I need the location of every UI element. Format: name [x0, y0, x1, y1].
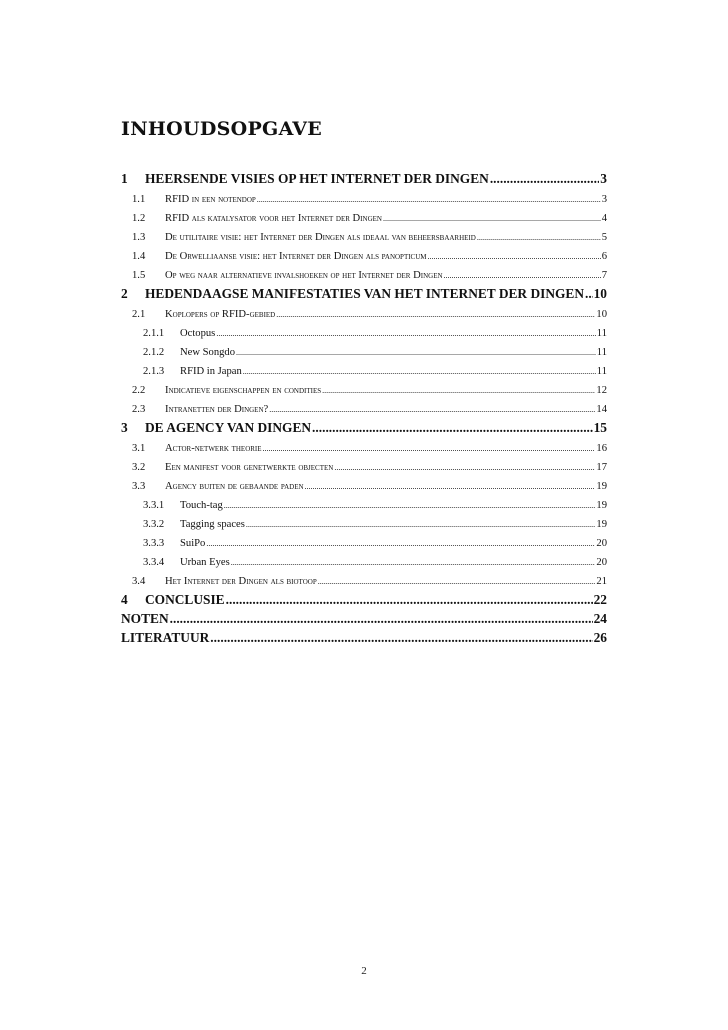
- toc-entry-title: HEERSENDE VISIES OP HET INTERNET DER DINGEN: [145, 171, 489, 186]
- dot-leader: [334, 463, 595, 472]
- dot-leader: [428, 252, 601, 261]
- toc-entry-page: 19: [596, 500, 607, 511]
- dot-leader: [243, 367, 596, 376]
- toc-entry-title: SuiPo: [180, 538, 206, 549]
- toc-entry-page: 10: [593, 286, 607, 301]
- dot-leader: [269, 405, 595, 414]
- toc-entry-number: 2.3: [132, 404, 146, 415]
- toc-entry[interactable]: [121, 630, 607, 646]
- toc-entry-number: 2.1: [132, 309, 146, 320]
- toc-entry-page: 15: [593, 420, 607, 435]
- toc-entry-number: 3.3.1: [143, 500, 165, 511]
- toc-entry-title: Het Internet der Dingen als biotoop: [165, 576, 317, 587]
- toc-entry-number: 4: [121, 592, 128, 607]
- dot-leader: [170, 611, 593, 627]
- toc-entry-number: 3.3.3: [143, 538, 165, 549]
- toc-entry-number: 1.4: [132, 251, 146, 262]
- toc-entry-page: 4: [601, 213, 607, 224]
- toc-entry-page: 20: [596, 557, 607, 568]
- toc-entry-number: 1.3: [132, 232, 146, 243]
- toc-entry[interactable]: [132, 232, 607, 243]
- toc-entry-page: 3: [601, 194, 607, 205]
- toc-entry-page: 11: [596, 366, 607, 377]
- toc-entry[interactable]: [132, 213, 607, 224]
- dot-leader: [322, 386, 595, 395]
- toc-entry-title: Octopus: [180, 328, 216, 339]
- dot-leader: [477, 233, 601, 242]
- dot-leader: [226, 592, 593, 608]
- toc-entry-page: 11: [596, 347, 607, 358]
- toc-entry-number: 3.1: [132, 443, 146, 454]
- toc-entry[interactable]: [143, 347, 607, 358]
- toc-entry-page: 17: [596, 462, 607, 473]
- toc-entry-number: 3.3.4: [143, 557, 165, 568]
- toc-entry-title: CONCLUSIE: [145, 592, 225, 607]
- toc-entry-title: Actor-netwerk theorie: [165, 443, 262, 454]
- toc-entry[interactable]: [121, 286, 607, 302]
- toc-entry-title: DE AGENCY VAN DINGEN: [145, 420, 312, 435]
- toc-entry-number: 1.1: [132, 194, 146, 205]
- toc-entry[interactable]: [132, 443, 607, 454]
- toc-entry-page: 20: [596, 538, 607, 549]
- toc-entry[interactable]: [132, 194, 607, 205]
- dot-leader: [206, 539, 595, 548]
- toc-entry-title: Een manifest voor genetwerkte objecten: [165, 462, 334, 473]
- toc-entry-page: 21: [596, 576, 607, 587]
- dot-leader: [236, 348, 596, 357]
- toc-entry-number: 2.1.3: [143, 366, 165, 377]
- toc-entry-page: 10: [596, 309, 607, 320]
- dot-leader: [312, 420, 593, 436]
- toc-entry[interactable]: [121, 611, 607, 627]
- toc-entry-page: 5: [601, 232, 607, 243]
- toc-entry[interactable]: [143, 519, 607, 530]
- toc-entry-page: 6: [601, 251, 607, 262]
- dot-leader: [305, 482, 596, 491]
- toc-entry-page: 7: [601, 270, 607, 281]
- toc-entry[interactable]: [143, 538, 607, 549]
- toc-entry[interactable]: [143, 500, 607, 511]
- toc-entry[interactable]: [132, 385, 607, 396]
- toc-entry-number: 3.3.2: [143, 519, 165, 530]
- toc-entry-page: 19: [596, 481, 607, 492]
- toc-entry-page: 14: [596, 404, 607, 415]
- toc-entry[interactable]: [132, 576, 607, 587]
- dot-leader: [585, 286, 593, 302]
- dot-leader: [263, 444, 596, 453]
- dot-leader: [276, 310, 595, 319]
- toc-entry-number: 3.3: [132, 481, 146, 492]
- page-number: 2: [361, 965, 367, 977]
- dot-leader: [257, 195, 601, 204]
- dot-leader: [210, 630, 592, 646]
- toc-entry-title: Tagging spaces: [180, 519, 245, 530]
- toc-entry-page: 26: [593, 630, 607, 645]
- toc-entry-title: Intranetten der Dingen?: [165, 404, 269, 415]
- toc-entry-title: Op weg naar alternatieve invalshoeken op het Internet der Dingen: [165, 270, 443, 281]
- toc-entry-title: Agency buiten de gebaande paden: [165, 481, 304, 492]
- toc-entry[interactable]: [143, 366, 607, 377]
- toc-entry-number: 2.2: [132, 385, 146, 396]
- toc-entry[interactable]: [132, 404, 607, 415]
- toc-entry-number: 1: [121, 171, 128, 186]
- toc-entry[interactable]: [132, 481, 607, 492]
- toc-entry-page: 16: [596, 443, 607, 454]
- toc-entry[interactable]: [143, 328, 607, 339]
- toc-entry-title: New Songdo: [180, 347, 236, 358]
- toc-entry-page: 19: [596, 519, 607, 530]
- toc-entry[interactable]: [121, 171, 607, 187]
- dot-leader: [246, 520, 596, 529]
- toc-entry-number: 2.1.1: [143, 328, 165, 339]
- toc-entry[interactable]: [132, 309, 607, 320]
- toc-entry-title: Koplopers op RFID-gebied: [165, 309, 276, 320]
- toc-entry-page: 12: [596, 385, 607, 396]
- toc-entry[interactable]: [143, 557, 607, 568]
- toc-entry-number: 2.1.2: [143, 347, 165, 358]
- toc-entry[interactable]: [132, 270, 607, 281]
- dot-leader: [231, 558, 596, 567]
- toc-entry-title: RFID in een notendop: [165, 194, 256, 205]
- toc-entry-title: NOTEN: [121, 611, 169, 626]
- toc-entry-number: 3: [121, 420, 128, 435]
- toc-entry[interactable]: [132, 251, 607, 262]
- dot-leader: [318, 577, 596, 586]
- toc-entry-title: RFID als katalysator voor het Internet der Dingen: [165, 213, 382, 224]
- toc-entry-page: 3: [600, 171, 607, 186]
- toc-entry-title: Indicatieve eigenschappen en condities: [165, 385, 322, 396]
- toc-entry[interactable]: [121, 420, 607, 436]
- toc-entry-number: 2: [121, 286, 128, 301]
- toc-title: INHOUDSOPGAVE: [121, 118, 323, 140]
- toc-entry-title: RFID in Japan: [180, 366, 242, 377]
- toc-entry-title: De utilitaire visie: het Internet der Dingen als ideaal van beheersbaarheid: [165, 232, 476, 243]
- dot-leader: [224, 501, 596, 510]
- dot-leader: [383, 214, 601, 223]
- toc-entry[interactable]: [121, 592, 607, 608]
- toc-entry-page: 22: [593, 592, 607, 607]
- toc-entry-number: 3.2: [132, 462, 146, 473]
- toc-entry-title: LITERATUUR: [121, 630, 210, 645]
- toc-entry-number: 1.2: [132, 213, 146, 224]
- toc-entry-number: 3.4: [132, 576, 146, 587]
- dot-leader: [216, 329, 595, 338]
- toc-entry-title: Urban Eyes: [180, 557, 230, 568]
- toc-entry-page: 24: [593, 611, 607, 626]
- dot-leader: [490, 171, 599, 187]
- toc-entry-title: HEDENDAAGSE MANIFESTATIES VAN HET INTERNET DER DINGEN: [145, 286, 585, 301]
- toc-entry-title: De Orwelliaanse visie: het Internet der Dingen als panopticum: [165, 251, 427, 262]
- toc-entry-number: 1.5: [132, 270, 146, 281]
- dot-leader: [444, 271, 601, 280]
- toc-entry-page: 11: [596, 328, 607, 339]
- toc-entry-title: Touch-tag: [180, 500, 223, 511]
- toc-entry[interactable]: [132, 462, 607, 473]
